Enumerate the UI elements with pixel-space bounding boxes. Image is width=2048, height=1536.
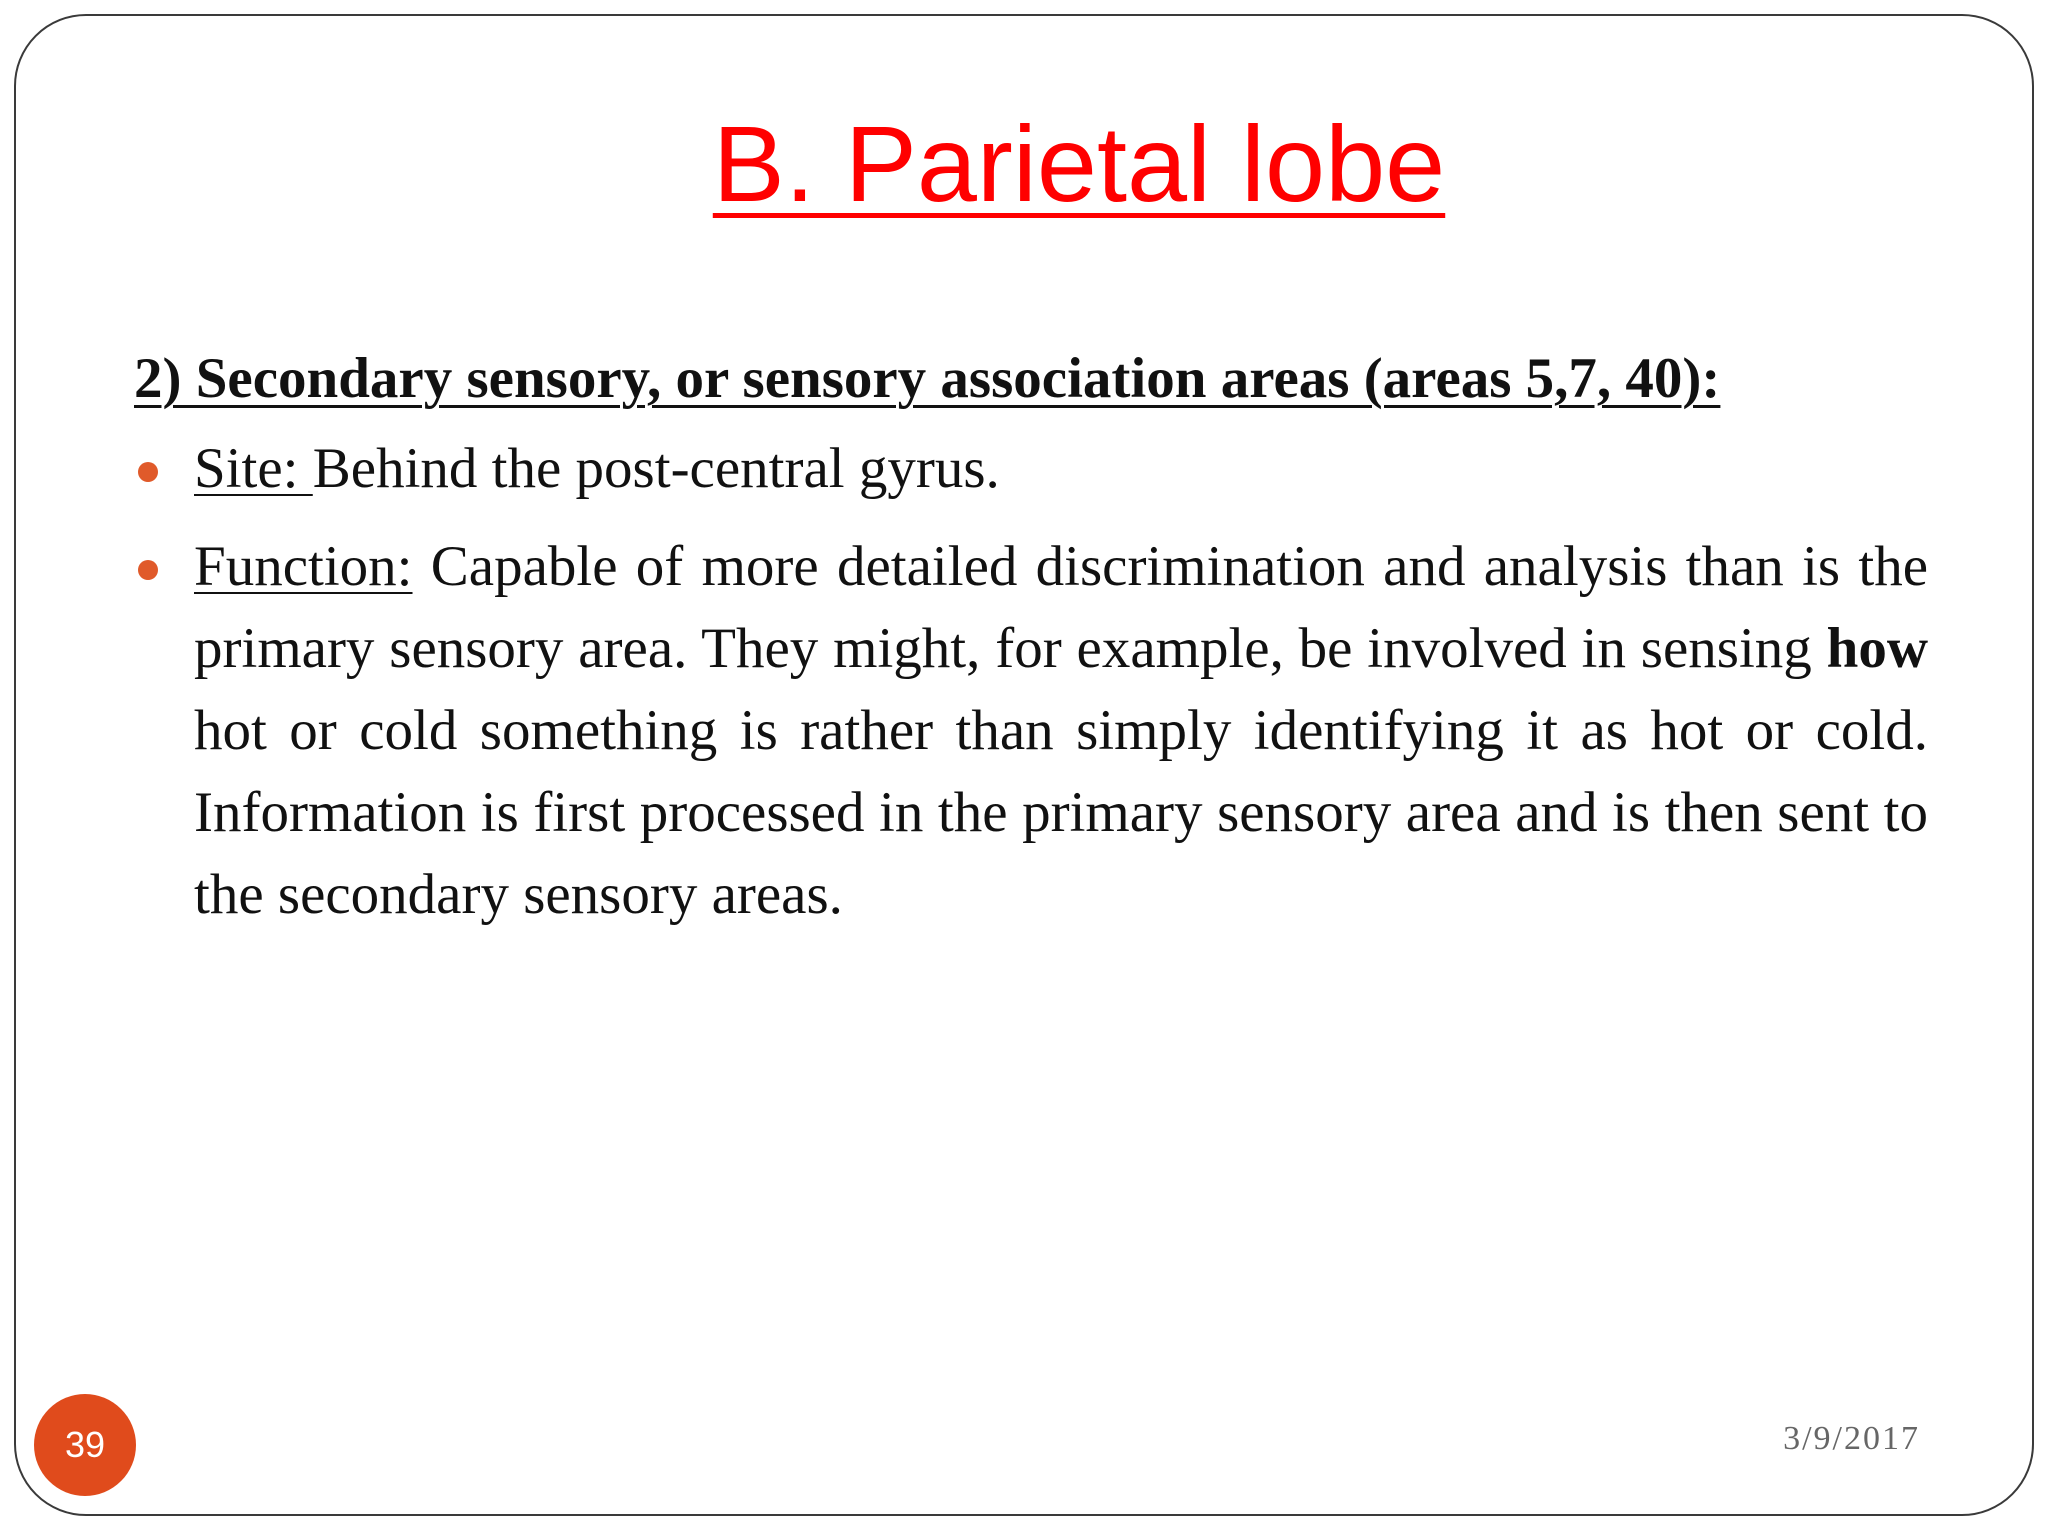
site-label: Site: bbox=[194, 437, 313, 500]
slide-title bbox=[0, 104, 2048, 224]
bullet-function bbox=[134, 526, 1928, 936]
function-emphasis: how bbox=[1826, 617, 1928, 680]
bullet-dot-icon bbox=[138, 560, 158, 580]
bullet-site bbox=[134, 428, 1928, 510]
bullet-dot-icon bbox=[138, 462, 158, 482]
function-text-after: hot or cold something is rather than simply identifying it as hot or cold. Information is first processed in the primary sensory area and is then sent to the secondary sensory areas. bbox=[194, 699, 1928, 926]
function-text-before: Capable of more detailed discrimination and analysis than is the primary sensory area. They might, for example, be involved in sensing bbox=[194, 535, 1928, 680]
section-heading: 2) Secondary sensory, or sensory association areas (areas 5,7, 40): bbox=[134, 347, 1721, 410]
function-label: Function: bbox=[194, 535, 413, 598]
slide-title-text: B. Parietal lobe bbox=[712, 103, 1446, 224]
slide-content bbox=[134, 338, 1928, 952]
site-text: Behind the post-central gyrus. bbox=[312, 437, 1000, 500]
slide-date: 3/9/2017 bbox=[1783, 1420, 1920, 1457]
page-number-badge: 39 bbox=[34, 1394, 136, 1496]
